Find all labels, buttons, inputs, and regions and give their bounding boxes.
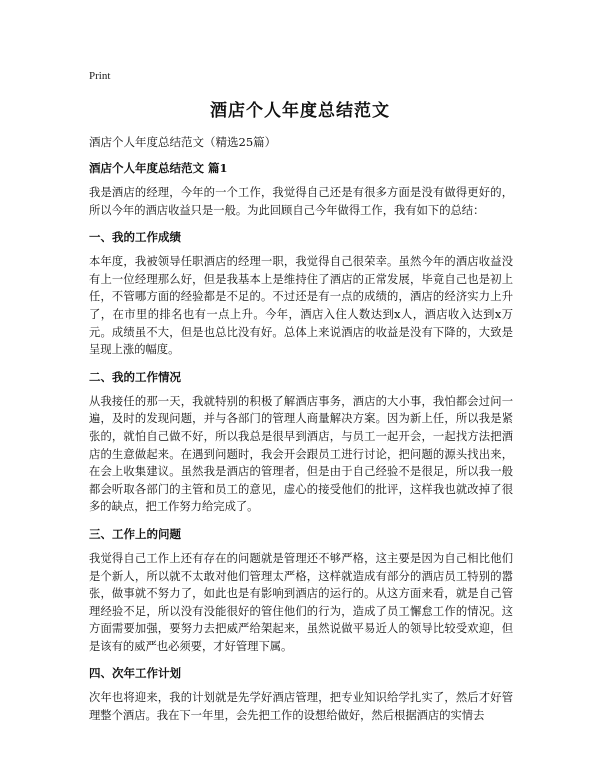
section-paragraph-3: 我觉得自己工作上还有存在的问题就是管理还不够严格，这主要是因为自己相比他们是个新人，所以就不太敢对他们管理太严格，这样就造成有部分的酒店员工特别的嚣张，做事就不努力了，如此也是有影响到酒店的运行的。从这方面来看，就是自己管理经验不足，所以没有没能很好的管住他们的行为，造成了员工懈怠工作的情况。这方面需要加强，要努力去把威严给架起来，虽然说做平易近人的领导比较受欢迎，但是该有的威严也必须要，才好管理下属。 <box>89 551 513 653</box>
intro-paragraph: 我是酒店的经理，今年的一个工作，我觉得自己还是有很多方面是没有做得更好的，所以今年的酒店收益只是一般。为此回顾自己今年做得工作，我有如下的总结： <box>89 186 513 217</box>
section-heading-4: 四、次年工作计划 <box>89 666 181 681</box>
page-title: 酒店个人年度总结范文 <box>210 101 390 121</box>
section-paragraph-1: 本年度，我被领导任职酒店的经理一职，我觉得自己很荣幸。虽然今年的酒店收益没有上一位经理那么好，但是我基本上是维持住了酒店的正常发展，毕竟自己也是初上任，不管哪方面的经验都是不足的。不过还是有一点的成绩的，酒店的经济实力上升了，在市里的排名也有一点上升。今年，酒店入住人数达到x人，酒店收入达到x万元。成绩虽不大，但是也总比没有好。总体上来说酒店的收益是没有下降的，大致是呈现上涨的幅度。 <box>89 255 513 357</box>
section-heading-2: 二、我的工作情况 <box>89 369 181 384</box>
subtitle: 酒店个人年度总结范文（精选25篇） <box>89 135 277 149</box>
section-paragraph-2: 从我接任的那一天，我就特别的积极了解酒店事务，酒店的大小事，我怕都会过问一遍，及时的发现问题，并与各部门的管理人商量解决方案。因为新上任，所以我是紧张的，就怕自己做不好，所以我总是很早到酒店，与员工一起开会，一起找方法把酒店的生意做起来。在遇到问题时，我会开会跟员工进行讨论，把问题的源头找出来，在会上收集建议。虽然我是酒店的管理者，但是由于自己经验不是很足，所以我一般都会听取各部门的主管和员工的意见，虚心的接受他们的批评，这样我也就改掉了很多的缺点，把工作努力给完成了。 <box>89 394 513 514</box>
print-label[interactable]: Print <box>89 70 111 82</box>
section-heading-3: 三、工作上的问题 <box>89 526 181 541</box>
section-heading-1: 一、我的工作成绩 <box>89 230 181 245</box>
article-heading: 酒店个人年度总结范文 篇1 <box>89 161 228 175</box>
section-paragraph-4: 次年也将迎来，我的计划就是先学好酒店管理，把专业知识给学扎实了，然后才好管理整个酒店。我在下一年里，会先把工作的设想给做好，然后根据酒店的实情去 <box>89 691 513 723</box>
article-body <box>89 160 513 723</box>
